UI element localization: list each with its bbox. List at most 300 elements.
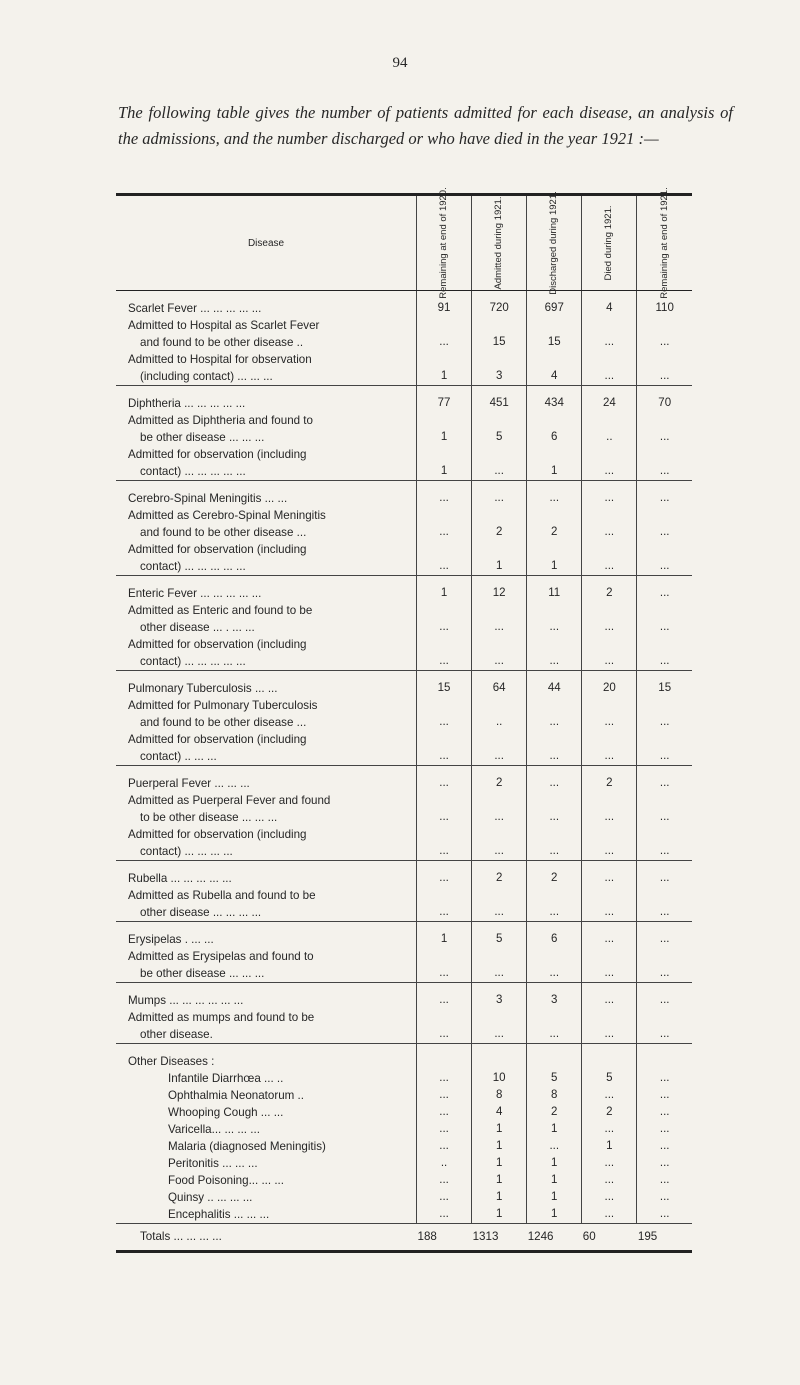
table-row xyxy=(116,1009,692,1026)
table-row xyxy=(116,653,692,671)
cell-remaining-1920 xyxy=(417,697,472,714)
cell-remaining-1921: ... xyxy=(637,558,692,576)
cell-remaining-1920: ... xyxy=(417,490,472,507)
spacer-cell xyxy=(637,1044,692,1054)
table-row xyxy=(116,904,692,922)
cell-remaining-1921: ... xyxy=(637,463,692,481)
spacer-cell xyxy=(417,481,472,491)
table-row xyxy=(116,731,692,748)
cell-remaining-1920: ... xyxy=(417,1026,472,1044)
intro-paragraph: The following table gives the number of patients admitted for each disease, an analysis of the admissions, and the number discharged or who have died in the year 1921 :— xyxy=(118,103,733,148)
cell-died-1921 xyxy=(582,1053,637,1070)
spacer-cell xyxy=(527,481,582,491)
table-row xyxy=(116,446,692,463)
cell-remaining-1920 xyxy=(417,731,472,748)
cell-died-1921: ... xyxy=(582,870,637,887)
cell-died-1921 xyxy=(582,351,637,368)
spacer-cell xyxy=(582,983,637,993)
cell-admitted-1921 xyxy=(472,826,527,843)
cell-admitted-1921: 1 xyxy=(472,1138,527,1155)
spacer-cell xyxy=(582,576,637,586)
spacer-cell xyxy=(417,576,472,586)
row-label: Whooping Cough ... ... xyxy=(168,1106,284,1119)
cell-discharged-1921: 2 xyxy=(527,870,582,887)
cell-remaining-1921: ... xyxy=(637,870,692,887)
cell-died-1921 xyxy=(582,636,637,653)
row-label: other disease. xyxy=(116,1026,417,1044)
cell-remaining-1920: ... xyxy=(417,714,472,731)
cell-remaining-1920 xyxy=(417,636,472,653)
table-row xyxy=(116,1138,692,1155)
totals-died-1921: 60 xyxy=(582,1224,637,1252)
cell-remaining-1921: ... xyxy=(637,1104,692,1121)
cell-discharged-1921: ... xyxy=(527,809,582,826)
cell-remaining-1921: ... xyxy=(637,334,692,351)
cell-discharged-1921: 1 xyxy=(527,1121,582,1138)
cell-discharged-1921: ... xyxy=(527,775,582,792)
page-number: 94 xyxy=(392,55,408,71)
totals-admitted-1921: 1313 xyxy=(472,1224,527,1252)
cell-remaining-1920: ... xyxy=(417,1206,472,1224)
header-died-1921-label: Died during 1921. xyxy=(603,205,615,281)
spacer-cell xyxy=(637,861,692,871)
spacer-cell xyxy=(116,671,417,681)
cell-remaining-1920: 1 xyxy=(417,463,472,481)
cell-remaining-1920 xyxy=(417,1053,472,1070)
cell-discharged-1921: 5 xyxy=(527,1070,582,1087)
cell-remaining-1920 xyxy=(417,602,472,619)
cell-remaining-1920 xyxy=(417,351,472,368)
cell-remaining-1920: ... xyxy=(417,524,472,541)
cell-admitted-1921 xyxy=(472,1053,527,1070)
table-row xyxy=(116,429,692,446)
cell-died-1921: ... xyxy=(582,653,637,671)
cell-died-1921 xyxy=(582,602,637,619)
cell-remaining-1920: 1 xyxy=(417,368,472,386)
cell-discharged-1921 xyxy=(527,412,582,429)
cell-discharged-1921: 1 xyxy=(527,1155,582,1172)
row-label: Admitted as Cerebro-Spinal Meningitis xyxy=(128,509,326,522)
cell-admitted-1921: 8 xyxy=(472,1087,527,1104)
table-row xyxy=(116,619,692,636)
cell-remaining-1921: ... xyxy=(637,1138,692,1155)
cell-admitted-1921: 15 xyxy=(472,334,527,351)
cell-discharged-1921: 44 xyxy=(527,680,582,697)
table-row xyxy=(116,351,692,368)
row-label: Peritonitis ... ... ... xyxy=(168,1157,258,1170)
cell-admitted-1921: 64 xyxy=(472,680,527,697)
table-row xyxy=(116,524,692,541)
group-spacer xyxy=(116,671,692,681)
row-label: Encephalitis ... ... ... xyxy=(116,1206,417,1224)
cell-died-1921 xyxy=(582,948,637,965)
cell-died-1921: ... xyxy=(582,992,637,1009)
cell-remaining-1920: 15 xyxy=(417,680,472,697)
cell-died-1921 xyxy=(582,1009,637,1026)
cell-admitted-1921: 1 xyxy=(472,1206,527,1224)
table-row xyxy=(116,1053,692,1070)
cell-admitted-1921 xyxy=(472,697,527,714)
cell-discharged-1921: 1 xyxy=(527,558,582,576)
cell-died-1921: ... xyxy=(582,965,637,983)
row-label: and found to be other disease .. xyxy=(140,336,304,349)
cell-remaining-1920: ... xyxy=(417,809,472,826)
cell-remaining-1921: ... xyxy=(637,904,692,922)
cell-remaining-1920 xyxy=(417,1009,472,1026)
row-label: Admitted for Pulmonary Tuberculosis xyxy=(128,699,318,712)
cell-died-1921 xyxy=(582,446,637,463)
cell-died-1921: ... xyxy=(582,714,637,731)
row-label: Infantile Diarrhœa ... .. xyxy=(168,1072,284,1085)
cell-died-1921: ... xyxy=(582,524,637,541)
cell-remaining-1921: ... xyxy=(637,1070,692,1087)
cell-remaining-1921: ... xyxy=(637,1155,692,1172)
cell-remaining-1921: 110 xyxy=(637,300,692,317)
table-row xyxy=(116,585,692,602)
cell-remaining-1920 xyxy=(417,887,472,904)
cell-remaining-1920: 77 xyxy=(417,395,472,412)
row-label: Admitted for observation (including xyxy=(128,638,307,651)
cell-admitted-1921: 1 xyxy=(472,1155,527,1172)
row-label: Food Poisoning... ... ... xyxy=(168,1174,284,1187)
spacer-cell xyxy=(527,983,582,993)
cell-discharged-1921: ... xyxy=(527,748,582,766)
spacer-cell xyxy=(582,922,637,932)
cell-remaining-1920: 1 xyxy=(417,931,472,948)
spacer-cell xyxy=(637,922,692,932)
cell-discharged-1921 xyxy=(527,697,582,714)
table-row xyxy=(116,636,692,653)
cell-discharged-1921 xyxy=(527,351,582,368)
cell-died-1921 xyxy=(582,412,637,429)
admissions-table-wrapper xyxy=(116,187,692,1253)
table-row xyxy=(116,1189,692,1206)
cell-remaining-1921 xyxy=(637,351,692,368)
cell-admitted-1921 xyxy=(472,541,527,558)
spacer-cell xyxy=(582,291,637,301)
spacer-cell xyxy=(582,386,637,396)
cell-remaining-1921 xyxy=(637,697,692,714)
cell-died-1921: ... xyxy=(582,843,637,861)
cell-died-1921: ... xyxy=(582,1026,637,1044)
spacer-cell xyxy=(637,766,692,776)
cell-remaining-1921: ... xyxy=(637,1189,692,1206)
cell-died-1921: 2 xyxy=(582,775,637,792)
spacer-cell xyxy=(637,983,692,993)
cell-remaining-1920: ... xyxy=(417,775,472,792)
cell-remaining-1920: ... xyxy=(417,870,472,887)
cell-remaining-1920: 1 xyxy=(417,429,472,446)
cell-died-1921: ... xyxy=(582,490,637,507)
cell-died-1921: 4 xyxy=(582,300,637,317)
cell-discharged-1921: 1 xyxy=(527,1189,582,1206)
cell-died-1921 xyxy=(582,541,637,558)
spacer-cell xyxy=(472,576,527,586)
spacer-cell xyxy=(116,983,417,993)
row-label: and found to be other disease ... xyxy=(140,526,307,539)
cell-remaining-1920: ... xyxy=(417,1087,472,1104)
cell-remaining-1920 xyxy=(417,792,472,809)
cell-admitted-1921 xyxy=(472,507,527,524)
cell-remaining-1920: ... xyxy=(417,843,472,861)
table-row xyxy=(116,870,692,887)
cell-remaining-1921 xyxy=(637,1009,692,1026)
cell-remaining-1920: ... xyxy=(417,1172,472,1189)
cell-admitted-1921: 1 xyxy=(472,1189,527,1206)
cell-died-1921: 24 xyxy=(582,395,637,412)
table-body xyxy=(116,291,692,1224)
cell-remaining-1920: .. xyxy=(417,1155,472,1172)
cell-died-1921: ... xyxy=(582,334,637,351)
cell-discharged-1921: 8 xyxy=(527,1087,582,1104)
cell-admitted-1921: ... xyxy=(472,490,527,507)
spacer-cell xyxy=(472,922,527,932)
cell-remaining-1921 xyxy=(637,602,692,619)
spacer-cell xyxy=(582,671,637,681)
row-label: Admitted for observation (including xyxy=(128,733,307,746)
cell-admitted-1921 xyxy=(472,602,527,619)
cell-remaining-1920: ... xyxy=(417,1104,472,1121)
cell-admitted-1921: ... xyxy=(472,653,527,671)
table-row xyxy=(116,1155,692,1172)
row-label: Pulmonary Tuberculosis ... ... xyxy=(128,682,278,695)
totals-row xyxy=(116,1224,692,1252)
cell-admitted-1921: ... xyxy=(472,904,527,922)
cell-remaining-1921 xyxy=(637,731,692,748)
cell-died-1921 xyxy=(582,826,637,843)
cell-remaining-1920: ... xyxy=(417,904,472,922)
spacer-cell xyxy=(527,671,582,681)
cell-remaining-1920: ... xyxy=(417,619,472,636)
cell-discharged-1921 xyxy=(527,602,582,619)
cell-remaining-1921: ... xyxy=(637,653,692,671)
cell-discharged-1921 xyxy=(527,1053,582,1070)
cell-admitted-1921: 5 xyxy=(472,931,527,948)
cell-remaining-1921: ... xyxy=(637,1172,692,1189)
row-label: contact) ... ... ... ... ... xyxy=(116,558,417,576)
cell-remaining-1921 xyxy=(637,826,692,843)
cell-admitted-1921 xyxy=(472,792,527,809)
table-row xyxy=(116,843,692,861)
totals-remaining-1920: 188 xyxy=(417,1224,472,1252)
cell-admitted-1921: 1 xyxy=(472,1121,527,1138)
cell-remaining-1921: ... xyxy=(637,1026,692,1044)
cell-remaining-1921: 70 xyxy=(637,395,692,412)
group-spacer xyxy=(116,291,692,301)
spacer-cell xyxy=(472,766,527,776)
row-label: Mumps ... ... ... ... ... ... xyxy=(128,994,244,1007)
cell-admitted-1921: ... xyxy=(472,965,527,983)
cell-discharged-1921 xyxy=(527,887,582,904)
table-row xyxy=(116,826,692,843)
cell-admitted-1921: 10 xyxy=(472,1070,527,1087)
row-label: Diphtheria ... ... ... ... ... xyxy=(128,397,246,410)
cell-died-1921: ... xyxy=(582,1172,637,1189)
cell-admitted-1921: 2 xyxy=(472,870,527,887)
cell-died-1921: 2 xyxy=(582,1104,637,1121)
cell-remaining-1920 xyxy=(417,507,472,524)
table-row xyxy=(116,463,692,481)
cell-remaining-1921: ... xyxy=(637,429,692,446)
cell-remaining-1921: ... xyxy=(637,714,692,731)
header-disease: Disease xyxy=(116,195,417,291)
header-remaining-1920 xyxy=(417,187,472,299)
row-label: contact) .. ... ... xyxy=(116,748,417,766)
row-label: Rubella ... ... ... ... ... xyxy=(128,872,232,885)
table-row xyxy=(116,395,692,412)
table-row xyxy=(116,680,692,697)
cell-discharged-1921: ... xyxy=(527,1026,582,1044)
table-header xyxy=(116,187,692,299)
spacer-cell xyxy=(116,861,417,871)
cell-admitted-1921 xyxy=(472,351,527,368)
cell-remaining-1921: ... xyxy=(637,931,692,948)
cell-discharged-1921: 4 xyxy=(527,368,582,386)
cell-remaining-1921 xyxy=(637,636,692,653)
cell-remaining-1920 xyxy=(417,446,472,463)
cell-remaining-1921: 15 xyxy=(637,680,692,697)
cell-admitted-1921 xyxy=(472,317,527,334)
cell-remaining-1921 xyxy=(637,948,692,965)
row-label: Admitted to Hospital as Scarlet Fever xyxy=(128,319,320,332)
table-row xyxy=(116,490,692,507)
group-spacer xyxy=(116,386,692,396)
cell-remaining-1921 xyxy=(637,446,692,463)
cell-discharged-1921 xyxy=(527,446,582,463)
cell-remaining-1921 xyxy=(637,1053,692,1070)
cell-remaining-1920: ... xyxy=(417,1138,472,1155)
cell-remaining-1920: ... xyxy=(417,992,472,1009)
spacer-cell xyxy=(417,861,472,871)
cell-discharged-1921: 1 xyxy=(527,1206,582,1224)
cell-remaining-1921: ... xyxy=(637,1121,692,1138)
cell-died-1921: ... xyxy=(582,809,637,826)
cell-died-1921 xyxy=(582,317,637,334)
spacer-cell xyxy=(527,386,582,396)
row-label: contact) ... ... ... ... xyxy=(116,843,417,861)
row-label: Admitted as Enteric and found to be xyxy=(128,604,313,617)
cell-remaining-1920: ... xyxy=(417,748,472,766)
cell-admitted-1921: 2 xyxy=(472,524,527,541)
group-spacer xyxy=(116,922,692,932)
cell-admitted-1921 xyxy=(472,1009,527,1026)
cell-admitted-1921: .. xyxy=(472,714,527,731)
table-row xyxy=(116,1104,692,1121)
spacer-cell xyxy=(116,481,417,491)
table-row xyxy=(116,300,692,317)
cell-discharged-1921: ... xyxy=(527,490,582,507)
table-row xyxy=(116,714,692,731)
cell-discharged-1921 xyxy=(527,317,582,334)
table-row xyxy=(116,1026,692,1044)
cell-discharged-1921: 11 xyxy=(527,585,582,602)
cell-died-1921: ... xyxy=(582,1121,637,1138)
row-label: other disease ... . ... ... xyxy=(140,621,255,634)
cell-admitted-1921 xyxy=(472,731,527,748)
cell-discharged-1921: 2 xyxy=(527,1104,582,1121)
table-row xyxy=(116,931,692,948)
cell-discharged-1921: 1 xyxy=(527,463,582,481)
cell-remaining-1920 xyxy=(417,317,472,334)
spacer-cell xyxy=(417,386,472,396)
spacer-cell xyxy=(116,1044,417,1054)
table-row xyxy=(116,809,692,826)
row-label: Puerperal Fever ... ... ... xyxy=(128,777,250,790)
cell-remaining-1921 xyxy=(637,412,692,429)
cell-died-1921 xyxy=(582,507,637,524)
row-label: Admitted to Hospital for observation xyxy=(128,353,312,366)
spacer-cell xyxy=(637,481,692,491)
cell-admitted-1921: 3 xyxy=(472,368,527,386)
cell-died-1921: .. xyxy=(582,429,637,446)
row-label: be other disease ... ... ... xyxy=(116,965,417,983)
cell-remaining-1920: ... xyxy=(417,1070,472,1087)
cell-admitted-1921: 4 xyxy=(472,1104,527,1121)
spacer-cell xyxy=(582,1044,637,1054)
table-row xyxy=(116,368,692,386)
spacer-cell xyxy=(472,983,527,993)
header-remaining-1921 xyxy=(637,187,692,299)
cell-remaining-1920: ... xyxy=(417,1121,472,1138)
cell-remaining-1921: ... xyxy=(637,1206,692,1224)
cell-discharged-1921 xyxy=(527,731,582,748)
group-spacer xyxy=(116,766,692,776)
spacer-cell xyxy=(116,386,417,396)
cell-discharged-1921: 2 xyxy=(527,524,582,541)
header-discharged-1921 xyxy=(527,191,582,295)
cell-remaining-1920 xyxy=(417,948,472,965)
spacer-cell xyxy=(527,576,582,586)
row-label: Cerebro-Spinal Meningitis ... ... xyxy=(128,492,288,505)
cell-remaining-1920 xyxy=(417,412,472,429)
cell-admitted-1921 xyxy=(472,446,527,463)
group-spacer xyxy=(116,481,692,491)
row-label: Admitted as Erysipelas and found to xyxy=(128,950,314,963)
row-label: other disease ... ... ... ... xyxy=(116,904,417,922)
spacer-cell xyxy=(472,386,527,396)
row-label: Admitted as mumps and found to be xyxy=(128,1011,315,1024)
cell-admitted-1921: 2 xyxy=(472,775,527,792)
cell-discharged-1921 xyxy=(527,948,582,965)
cell-admitted-1921: 451 xyxy=(472,395,527,412)
cell-remaining-1921 xyxy=(637,792,692,809)
row-label: Admitted as Puerperal Fever and found xyxy=(128,794,331,807)
cell-admitted-1921 xyxy=(472,412,527,429)
cell-died-1921: ... xyxy=(582,463,637,481)
cell-died-1921: 2 xyxy=(582,585,637,602)
cell-died-1921: ... xyxy=(582,558,637,576)
spacer-cell xyxy=(637,671,692,681)
spacer-cell xyxy=(472,861,527,871)
row-label: Ophthalmia Neonatorum .. xyxy=(168,1089,304,1102)
spacer-cell xyxy=(472,481,527,491)
row-label: Admitted for observation (including xyxy=(128,448,307,461)
spacer-cell xyxy=(116,766,417,776)
spacer-cell xyxy=(527,766,582,776)
cell-died-1921: ... xyxy=(582,619,637,636)
spacer-cell xyxy=(472,671,527,681)
cell-discharged-1921: ... xyxy=(527,653,582,671)
spacer-cell xyxy=(116,576,417,586)
group-spacer xyxy=(116,861,692,871)
cell-died-1921: ... xyxy=(582,1206,637,1224)
row-label: contact) ... ... ... ... ... xyxy=(116,463,417,481)
cell-died-1921: ... xyxy=(582,904,637,922)
table-row xyxy=(116,792,692,809)
cell-died-1921: 1 xyxy=(582,1138,637,1155)
cell-admitted-1921: 12 xyxy=(472,585,527,602)
group-spacer xyxy=(116,983,692,993)
